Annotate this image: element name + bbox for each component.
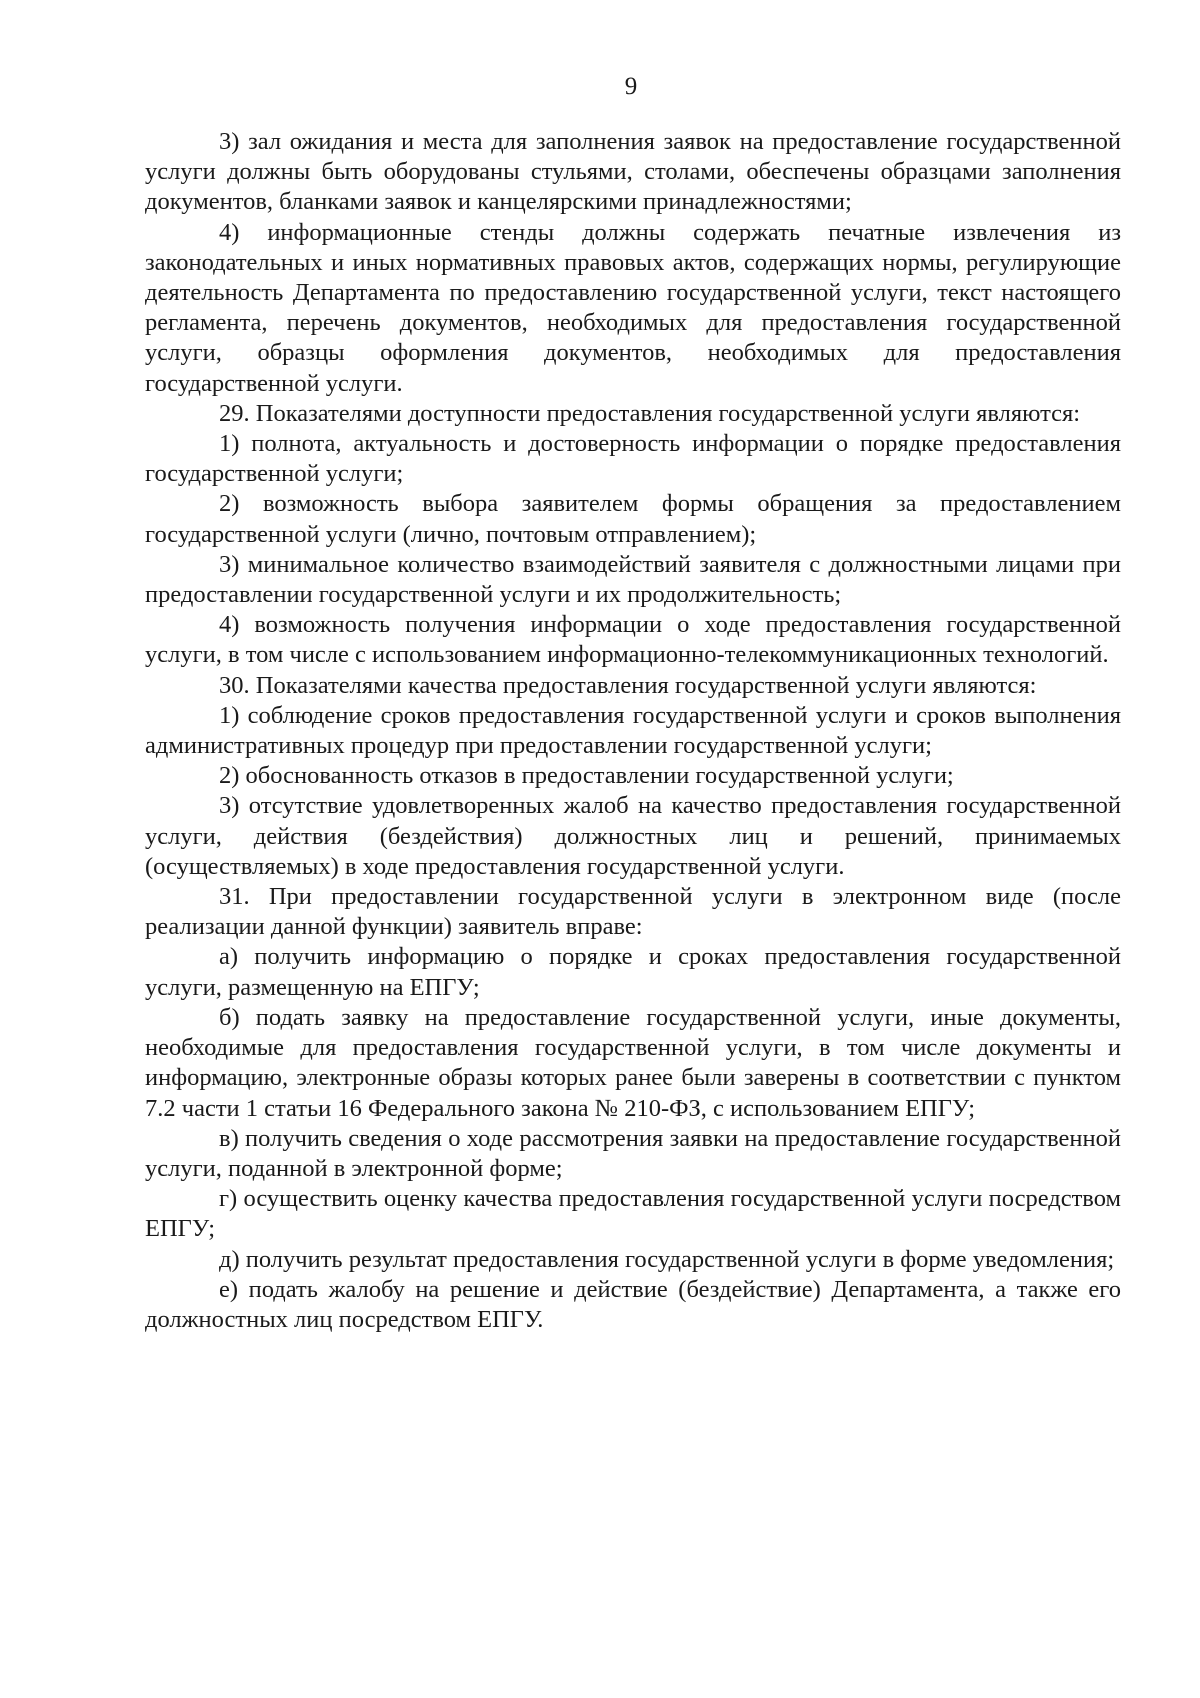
- paragraph-30-item-1: 1) соблюдение сроков предоставления государственной услуги и сроков выполнения административных процедур при предоставлении государственной услуги;: [145, 701, 1121, 760]
- paragraph-30-item-2: 2) обоснованность отказов в предоставлении государственной услуги;: [219, 762, 954, 790]
- paragraph-30-item-3: 3) отсутствие удовлетворенных жалоб на качество предоставления государственной услуги, действия (бездействия) должностных лиц и решений, принимаемых (осуществляемых) в ходе предоставления государственной услуги.: [145, 792, 1121, 880]
- document-body: [145, 127, 1121, 1335]
- paragraph-31-item-g: г) осуществить оценку качества предоставления государственной услуги посредством ЕПГУ;: [145, 1185, 1121, 1243]
- paragraph-item-3-waiting-hall: 3) зал ожидания и места для заполнения заявок на предоставление государственной услуги должны быть оборудованы стульями, столами, обеспечены образцами заполнения документов, бланками заявок и канцелярскими принадлежностями;: [145, 128, 1121, 216]
- paragraph-31-item-e: е) подать жалобу на решение и действие (бездействие) Департамента, а также его должностных лиц посредством ЕПГУ.: [145, 1275, 1121, 1333]
- paragraph-30-quality-indicators: 30. Показателями качества предоставления государственной услуги являются:: [219, 671, 1037, 699]
- paragraph-29-item-3: 3) минимальное количество взаимодействий заявителя с должностными лицами при предоставлении государственной услуги и их продолжительность;: [145, 550, 1121, 609]
- paragraph-31-item-a: а) получить информацию о порядке и сроках предоставления государственной услуги, размещенную на ЕПГУ;: [145, 943, 1121, 1001]
- paragraph-31-item-b: б) подать заявку на предоставление государственной услуги, иные документы, необходимые для предоставления государственной услуги, в том числе документы и информацию, электронные образы которых ранее были заверены в соответствии с пунктом 7.2 части 1 статьи 16 Федерального закона № 210-ФЗ, с использованием ЕПГУ;: [145, 1003, 1121, 1122]
- paragraph-29-item-4: 4) возможность получения информации о ходе предоставления государственной услуги, в том числе с использованием информационно-телекоммуникационных технологий.: [145, 611, 1121, 669]
- paragraph-31-item-v: в) получить сведения о ходе рассмотрения заявки на предоставление государственной услуги, поданной в электронной форме;: [145, 1124, 1121, 1182]
- paragraph-29-item-2: 2) возможность выбора заявителем формы обращения за предоставлением государственной услуги (лично, почтовым отправлением);: [145, 490, 1121, 548]
- paragraph-29-item-1: 1) полнота, актуальность и достоверность информации о порядке предоставления государственной услуги;: [145, 430, 1121, 488]
- page-number: 9: [624, 73, 638, 100]
- paragraph-29-accessibility-indicators: 29. Показателями доступности предоставления государственной услуги являются:: [219, 399, 1081, 427]
- paragraph-31-electronic-service: 31. При предоставлении государственной услуги в электронном виде (после реализации данной функции) заявитель вправе:: [145, 883, 1121, 941]
- paragraph-item-4-info-stands: 4) информационные стенды должны содержать печатные извлечения из законодательных и иных нормативных правовых актов, содержащих нормы, регулирующие деятельность Департамента по предоставлению государственной услуги, текст настоящего регламента, перечень документов, необходимых для предоставления государственной услуги, образцы оформления документов, необходимых для предоставления государственной услуги.: [145, 218, 1121, 397]
- paragraph-31-item-d: д) получить результат предоставления государственной услуги в форме уведомления;: [219, 1245, 1115, 1273]
